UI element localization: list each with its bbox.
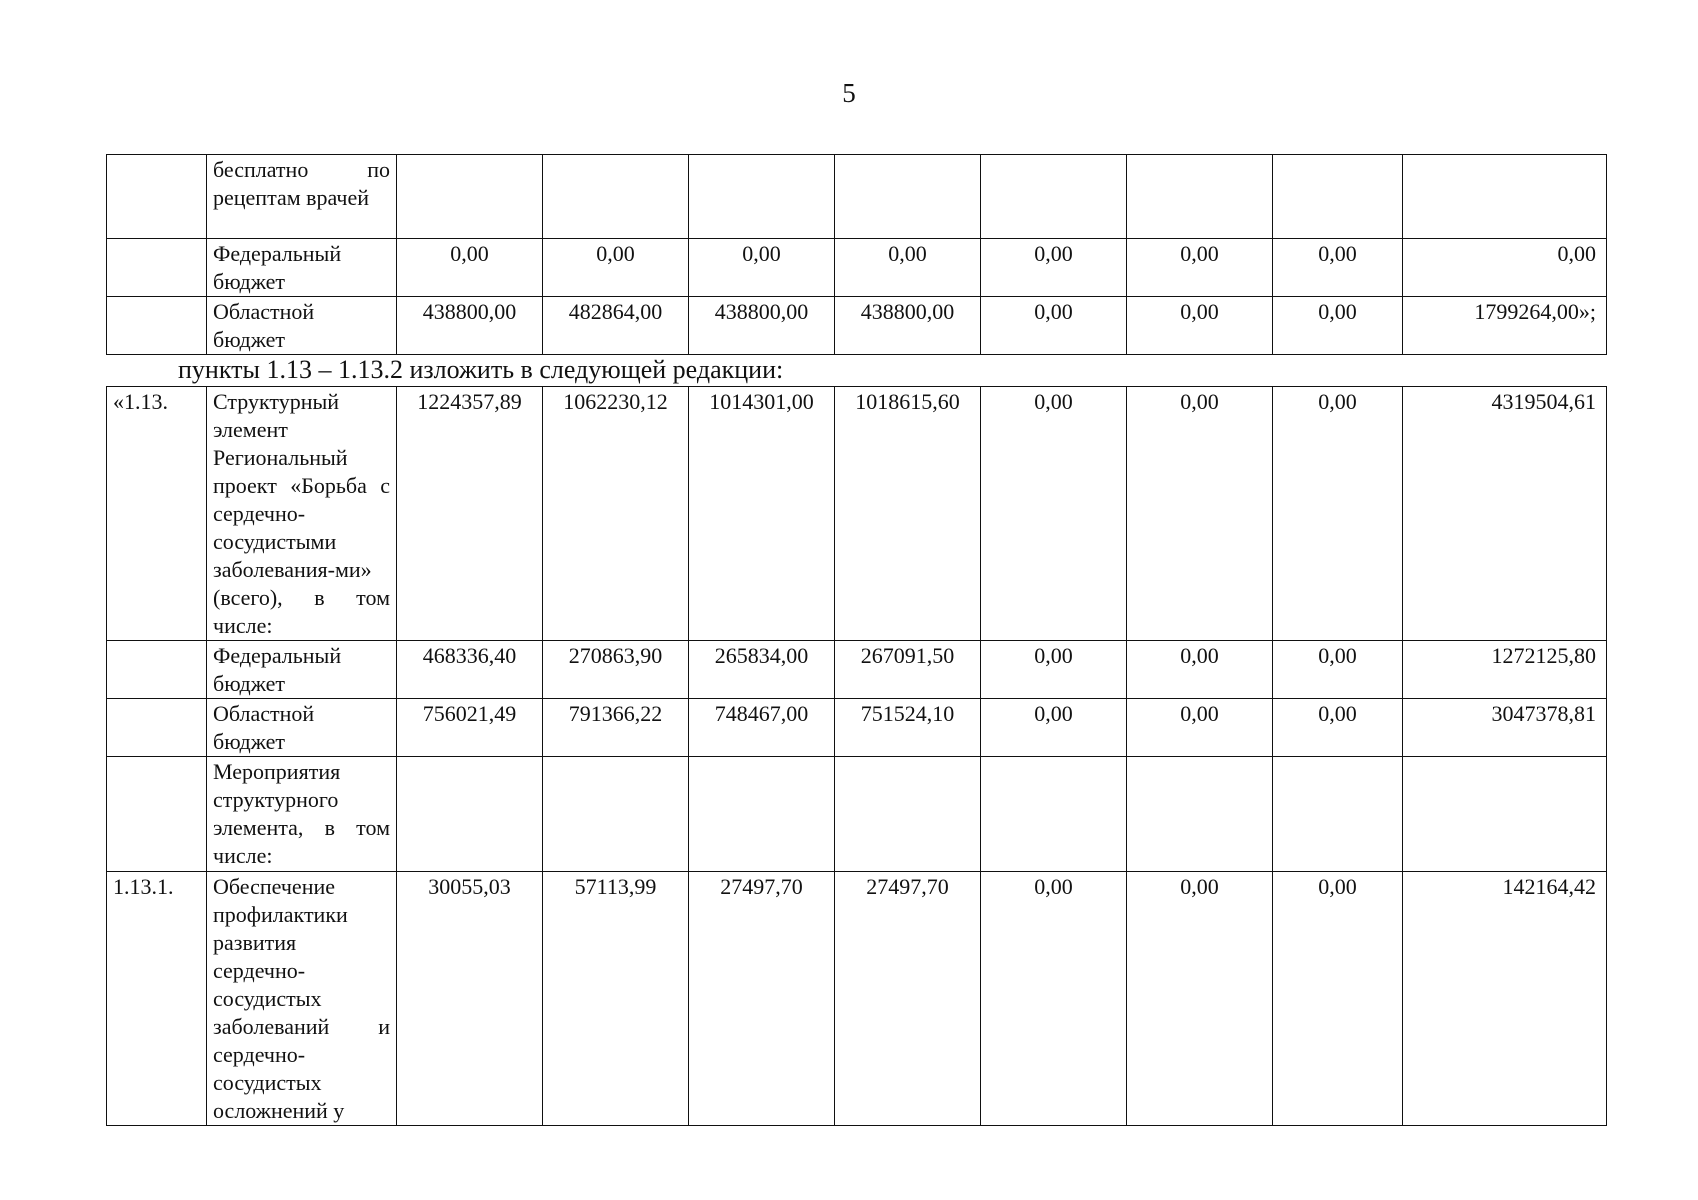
year-value-cell: 0,00: [1273, 699, 1403, 757]
total-value-cell: [1403, 757, 1607, 872]
year-value-cell: 1018615,60: [835, 387, 981, 641]
year-value-cell: 791366,22: [543, 699, 689, 757]
year-value-cell: 27497,70: [689, 872, 835, 1126]
year-value-cell: 0,00: [1273, 872, 1403, 1126]
year-value-cell: 0,00: [1127, 239, 1273, 297]
total-value-cell: 1799264,00»;: [1403, 297, 1607, 355]
total-value-cell: 0,00: [1403, 239, 1607, 297]
year-value-cell: 0,00: [1127, 387, 1273, 641]
year-value-cell: 0,00: [981, 699, 1127, 757]
total-value-cell: 3047378,81: [1403, 699, 1607, 757]
item-number-cell: [107, 641, 207, 699]
year-value-cell: [543, 155, 689, 239]
year-value-cell: 0,00: [1127, 872, 1273, 1126]
year-value-cell: 751524,10: [835, 699, 981, 757]
item-name-cell: Областной бюджет: [207, 297, 397, 355]
year-value-cell: [835, 757, 981, 872]
item-number-cell: [107, 239, 207, 297]
table-row: [107, 387, 1607, 641]
year-value-cell: [689, 155, 835, 239]
year-value-cell: [397, 757, 543, 872]
year-value-cell: 57113,99: [543, 872, 689, 1126]
item-name-cell: Областной бюджет: [207, 699, 397, 757]
item-name-cell: Федеральный бюджет: [207, 239, 397, 297]
year-value-cell: [1127, 155, 1273, 239]
year-value-cell: 0,00: [1273, 387, 1403, 641]
year-value-cell: 0,00: [1127, 641, 1273, 699]
year-value-cell: 438800,00: [689, 297, 835, 355]
year-value-cell: 30055,03: [397, 872, 543, 1126]
year-value-cell: 0,00: [543, 239, 689, 297]
year-value-cell: 468336,40: [397, 641, 543, 699]
year-value-cell: [543, 757, 689, 872]
item-number-cell: «1.13.: [107, 387, 207, 641]
amendment-instruction: пункты 1.13 – 1.13.2 изложить в следующей редакции:: [178, 355, 784, 384]
table-row: [107, 872, 1607, 1126]
year-value-cell: [981, 757, 1127, 872]
year-value-cell: [1127, 757, 1273, 872]
total-value-cell: 4319504,61: [1403, 387, 1607, 641]
item-number-cell: [107, 757, 207, 872]
year-value-cell: 1062230,12: [543, 387, 689, 641]
item-name-cell: бесплатно по рецептам врачей: [207, 155, 397, 239]
year-value-cell: [397, 155, 543, 239]
year-value-cell: 0,00: [981, 872, 1127, 1126]
year-value-cell: 1014301,00: [689, 387, 835, 641]
table-row: [107, 155, 1607, 239]
page-number: 5: [842, 78, 856, 108]
year-value-cell: 438800,00: [397, 297, 543, 355]
total-value-cell: 1272125,80: [1403, 641, 1607, 699]
item-number-cell: [107, 297, 207, 355]
table-row: [107, 239, 1607, 297]
table-row: [107, 699, 1607, 757]
year-value-cell: 1224357,89: [397, 387, 543, 641]
year-value-cell: 0,00: [1273, 239, 1403, 297]
year-value-cell: 0,00: [1127, 297, 1273, 355]
table-row: [107, 641, 1607, 699]
year-value-cell: [1273, 155, 1403, 239]
year-value-cell: 0,00: [981, 387, 1127, 641]
total-value-cell: 142164,42: [1403, 872, 1607, 1126]
year-value-cell: [1273, 757, 1403, 872]
table-row: [107, 297, 1607, 355]
year-value-cell: [981, 155, 1127, 239]
item-name-cell: Структурный элемент Региональный проект «Борьба с сердечно-сосудистыми заболевания-ми» (всего), в том числе:: [207, 387, 397, 641]
year-value-cell: 265834,00: [689, 641, 835, 699]
item-name-cell: Обеспечение профилактики развития сердечно-сосудистых заболеваний и сердечно-сосудистых осложнений у: [207, 872, 397, 1126]
year-value-cell: [835, 155, 981, 239]
year-value-cell: 748467,00: [689, 699, 835, 757]
table-row: [107, 757, 1607, 872]
year-value-cell: 270863,90: [543, 641, 689, 699]
item-number-cell: 1.13.1.: [107, 872, 207, 1126]
year-value-cell: 0,00: [1127, 699, 1273, 757]
year-value-cell: 0,00: [397, 239, 543, 297]
year-value-cell: 756021,49: [397, 699, 543, 757]
item-name-cell: Федеральный бюджет: [207, 641, 397, 699]
item-name-cell: Мероприятия структурного элемента, в том числе:: [207, 757, 397, 872]
year-value-cell: 482864,00: [543, 297, 689, 355]
total-value-cell: [1403, 155, 1607, 239]
year-value-cell: [689, 757, 835, 872]
year-value-cell: 438800,00: [835, 297, 981, 355]
year-value-cell: 267091,50: [835, 641, 981, 699]
year-value-cell: 27497,70: [835, 872, 981, 1126]
budget-table-amended: [106, 386, 1607, 1126]
year-value-cell: 0,00: [981, 239, 1127, 297]
year-value-cell: 0,00: [1273, 297, 1403, 355]
year-value-cell: 0,00: [981, 297, 1127, 355]
item-number-cell: [107, 699, 207, 757]
budget-table-continuation: [106, 154, 1607, 355]
year-value-cell: 0,00: [981, 641, 1127, 699]
item-number-cell: [107, 155, 207, 239]
year-value-cell: 0,00: [1273, 641, 1403, 699]
year-value-cell: 0,00: [835, 239, 981, 297]
year-value-cell: 0,00: [689, 239, 835, 297]
